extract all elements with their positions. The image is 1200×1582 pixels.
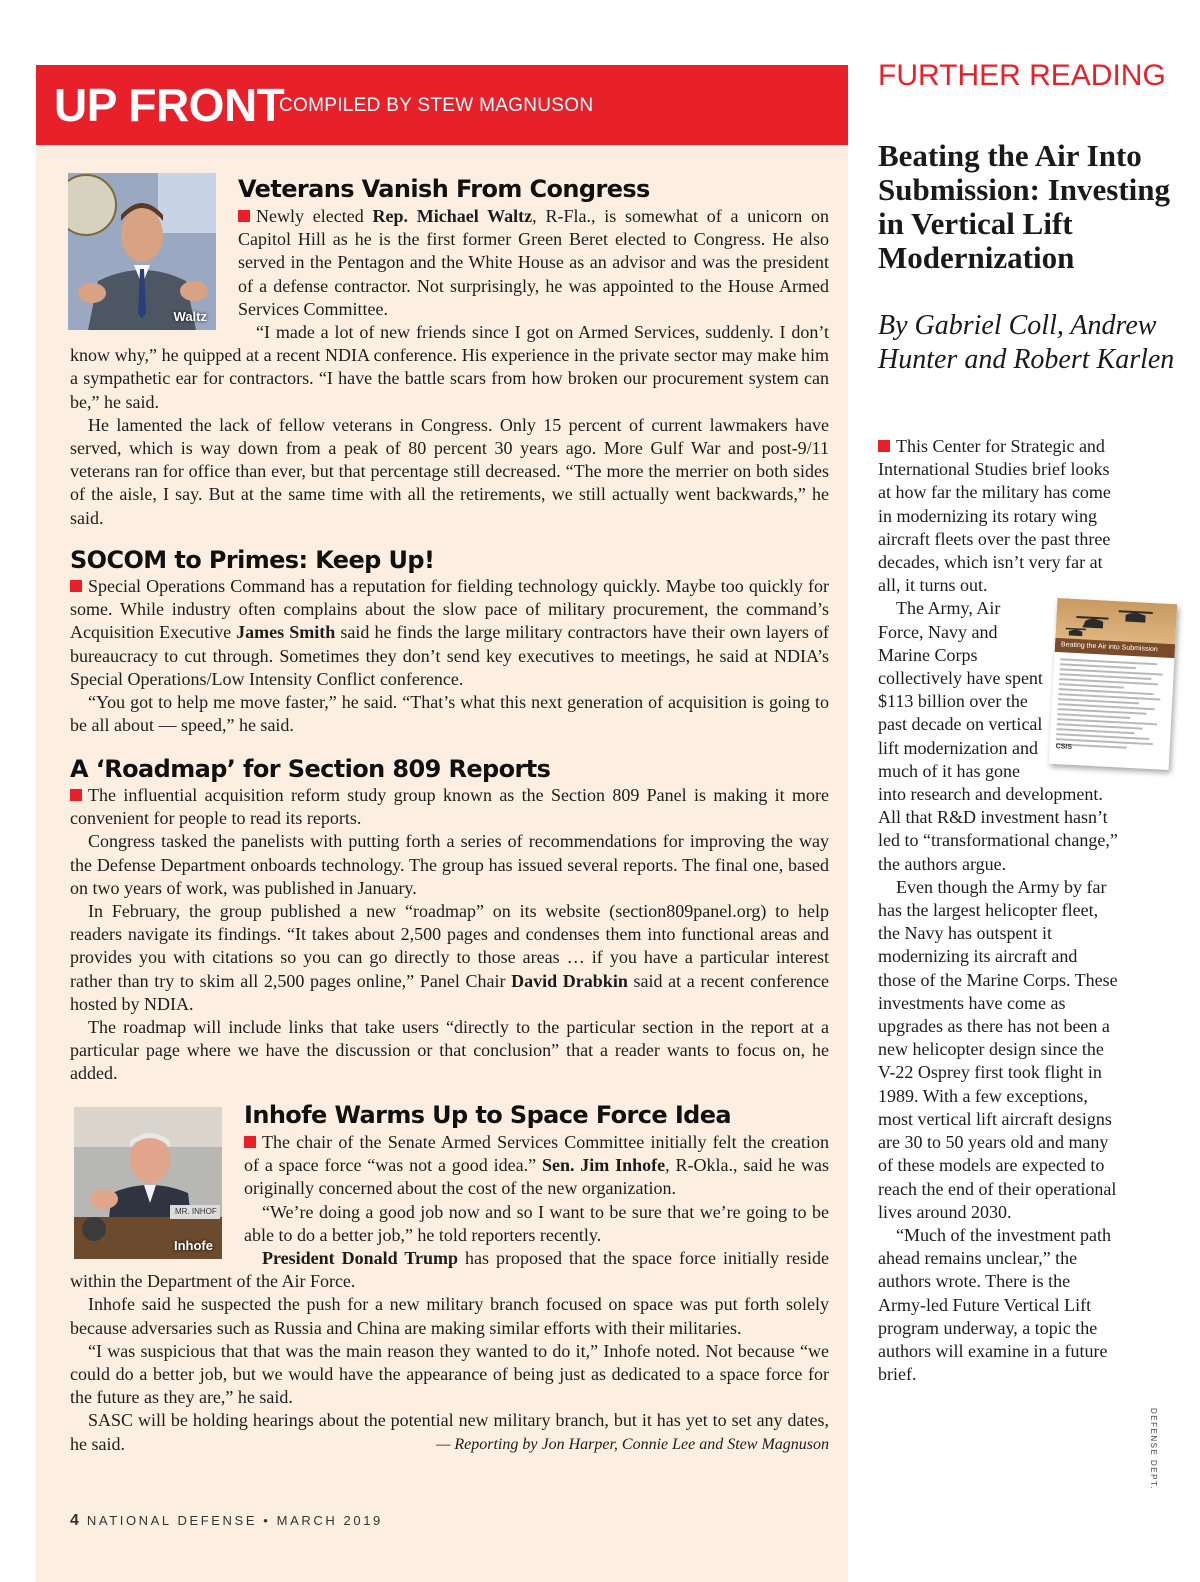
roadmap-headline: A ‘Roadmap’ for Section 809 Reports <box>70 755 551 783</box>
csis-logo: CSIS <box>1055 743 1073 752</box>
report-cover-text-lines <box>1056 659 1169 755</box>
text-run: Newly elected <box>256 206 373 226</box>
text-run: In February, the group published a new “roadmap” on its website (section809panel.org) to help readers navigate its findings. “It takes about 2,500 pages and condenses them into functional areas and provides you with citations so you can go directly to those areas … if you have a particular interest rather than try to skim all 2,500 pages online,” Panel Chair <box>70 901 829 991</box>
bullet-square-icon <box>244 1136 256 1148</box>
waltz-photo-illustration <box>68 173 216 330</box>
waltz-photo-caption: Waltz <box>173 309 207 324</box>
inhofe-paragraph-6 <box>70 1409 829 1455</box>
text-run: said he finds the large military contractors have their own layers of bureaucracy to cut through. Sometimes they don’t send key executives to meetings, he said at NDIA’s Special Operations/Low Intensity Conflict conference. <box>70 622 830 689</box>
veterans-body-wrap <box>238 205 829 321</box>
text-run: has proposed that the space force initially reside within the Department of the Air Force. <box>70 1248 829 1292</box>
roadmap-paragraph-3 <box>70 900 829 1016</box>
roadmap-body <box>70 784 829 1086</box>
section-byline: COMPILED BY STEW MAGNUSON <box>279 95 594 116</box>
further-reading-body <box>878 435 1158 1386</box>
inhofe-paragraph-4: Inhofe said he suspected the push for a new military branch focused on space was put forth solely because adversaries such as Russia and China are making similar efforts with their militaries. <box>70 1294 829 1338</box>
nameplate: MR. INHOF <box>175 1207 217 1216</box>
socom-paragraph-1 <box>70 575 829 691</box>
inhofe-headline: Inhofe Warms Up to Space Force Idea <box>244 1101 732 1129</box>
further-reading-label: FURTHER READING <box>878 59 1166 92</box>
photo-credit: DEFENSE DEPT. <box>1149 1408 1158 1491</box>
veterans-body <box>70 321 829 530</box>
socom-body <box>70 575 829 737</box>
inhofe-body <box>70 1247 829 1456</box>
inhofe-paragraph-2: “We’re doing a good job now and so I want to be sure that we’re going to be able to do a better job,” he told reporters recently. <box>244 1201 829 1245</box>
veterans-paragraph-1 <box>238 205 829 321</box>
bullet-square-icon <box>70 580 82 592</box>
inhofe-photo-illustration <box>74 1107 222 1259</box>
text-run: said at a recent conference hosted by NDIA. <box>70 970 830 1014</box>
reporting-credit: — Reporting by Jon Harper, Connie Lee and Stew Magnuson <box>436 1435 829 1453</box>
report-cover-title: Beating the Air into Submission <box>1055 638 1176 658</box>
person-name: President Donald Trump <box>262 1248 459 1268</box>
section-title: UP FRONT <box>54 79 285 131</box>
sidebar-paragraph-3: Even though the Army by far has the largest helicopter fleet, the Navy has outspent it modernizing its aircraft and those of the Marine Corps. These investments have come as upgrades as there has not been a new helicopter design since the V-22 Osprey first took flight in 1989. With a few exceptions, most vertical lift aircraft designs are 30 to 50 years old and many of these models are expected to reach the end of their operational lives around 2030. <box>878 876 1118 1222</box>
report-cover-thumbnail <box>1049 598 1178 770</box>
roadmap-paragraph-4: The roadmap will include links that take users “directly to the particular section in the report at a particular page where we have the discussion or that conclusion” that a reader wants to focus on, he added. <box>70 1017 829 1084</box>
text-run: The chair of the Senate Armed Services Committee initially felt the creation of a space force “was not a good idea.” <box>244 1132 829 1176</box>
inhofe-photo <box>74 1107 222 1259</box>
person-name: Sen. Jim Inhofe <box>541 1155 666 1176</box>
text-run: , R-Okla., said he was originally concerned about the cost of the new organization. <box>244 1155 829 1199</box>
bullet-square-icon <box>878 440 890 452</box>
roadmap-paragraph-2: Congress tasked the panelists with putting forth a series of recommendations for improving the way the Defense Department onboards technology. The group has issued several reports. The final one, based on two years of work, was published in January. <box>70 831 829 898</box>
socom-headline: SOCOM to Primes: Keep Up! <box>70 546 435 574</box>
sidebar-paragraph-2: The Army, Air Force, Navy and Marine Corps collectively have spent $113 billion over the past decade on vertical lift modernization and much of it has gone into research and development. All that R&D investment hasn’t led to “transformational change,” the authors argue. <box>878 598 1118 874</box>
page-number: 4 <box>70 1512 79 1529</box>
veterans-paragraph-3: He lamented the lack of fellow veterans in Congress. Only 15 percent of current lawmakers have served, which is way down from a peak of 80 percent 30 years ago. More Gulf War and post-9/11 veterans ran for office than ever, but that percentage still decreased. “The more the merrier on both sides of the aisle, I say. But at the same time with all the retirements, we still actually went backwards,” he said. <box>70 414 829 528</box>
inhofe-body-wrap <box>244 1131 829 1247</box>
waltz-photo <box>68 173 216 330</box>
up-front-banner <box>36 65 848 145</box>
sidebar-paragraph-4: “Much of the investment path ahead remains unclear,” the authors wrote. There is the Army-led Future Vertical Lift program underway, a topic the authors will examine in a future brief. <box>878 1224 1111 1385</box>
person-name: Rep. Michael Waltz <box>372 206 533 226</box>
bullet-square-icon <box>238 210 250 222</box>
bullet-square-icon <box>70 789 82 801</box>
page-footer <box>70 1512 383 1530</box>
text-run: , R-Fla., is somewhat of a unicorn on Capitol Hill as he is the first former Green Beret elected to Congress. He also served in the Pentagon and the White House as an advisor and was the president of a defense contractor. Not surprisingly, he was appointed to the House Armed Services Committee. <box>238 206 829 319</box>
veterans-headline: Veterans Vanish From Congress <box>238 175 650 203</box>
text-run: This Center for Strategic and International Studies brief looks at how far the military has come in modernizing its rotary wing aircraft fleets over the past three decades, which isn’t very far at all, it turns out. <box>878 436 1111 596</box>
veterans-paragraph-2: “I made a lot of new friends since I got on Armed Services, suddenly. I don’t know why,” he quipped at a recent NDIA conference. His experience in the private sector may make him a sympathetic ear for contractors. “I have the battle scars from how broken our procurement system can be,” he said. <box>70 322 829 412</box>
roadmap-paragraph-1 <box>70 784 829 830</box>
inhofe-photo-caption: Inhofe <box>174 1238 213 1253</box>
sidebar-paragraph-1 <box>878 435 1118 597</box>
text-run: Special Operations Command has a reputation for fielding technology quickly. Maybe too quickly for some. While industry often complains about the slow pace of military procurement, the command’s Acquisition Executive <box>70 576 829 643</box>
further-reading-authors: By Gabriel Coll, Andrew Hunter and Robert Karlen <box>878 310 1175 375</box>
socom-paragraph-2: “You got to help me move faster,” he said. “That’s what this next generation of acquisition is going to be all about — speed,” he said. <box>70 692 829 736</box>
further-reading-title: Beating the Air Into Submission: Investing in Vertical Lift Modernization <box>878 138 1171 275</box>
inhofe-paragraph-5: “I was suspicious that that was the main reason they wanted to do it,” Inhofe noted. Not because “we could do a better job, but we would have the appearance of being just as dedicated to a space force for the future as they are,” he said. <box>70 1340 829 1408</box>
publication-line: NATIONAL DEFENSE • MARCH 2019 <box>86 1513 383 1528</box>
person-name: James Smith <box>236 622 336 643</box>
inhofe-paragraph-3 <box>70 1247 829 1293</box>
person-name: David Drabkin <box>511 970 628 991</box>
inhofe-paragraph-1 <box>244 1131 829 1201</box>
text-run: The influential acquisition reform study group known as the Section 809 Panel is making it more convenient for people to read its reports. <box>70 785 829 829</box>
text-run: SASC will be holding hearings about the potential new military branch, but it has yet to set any dates, he said. <box>70 1410 829 1454</box>
